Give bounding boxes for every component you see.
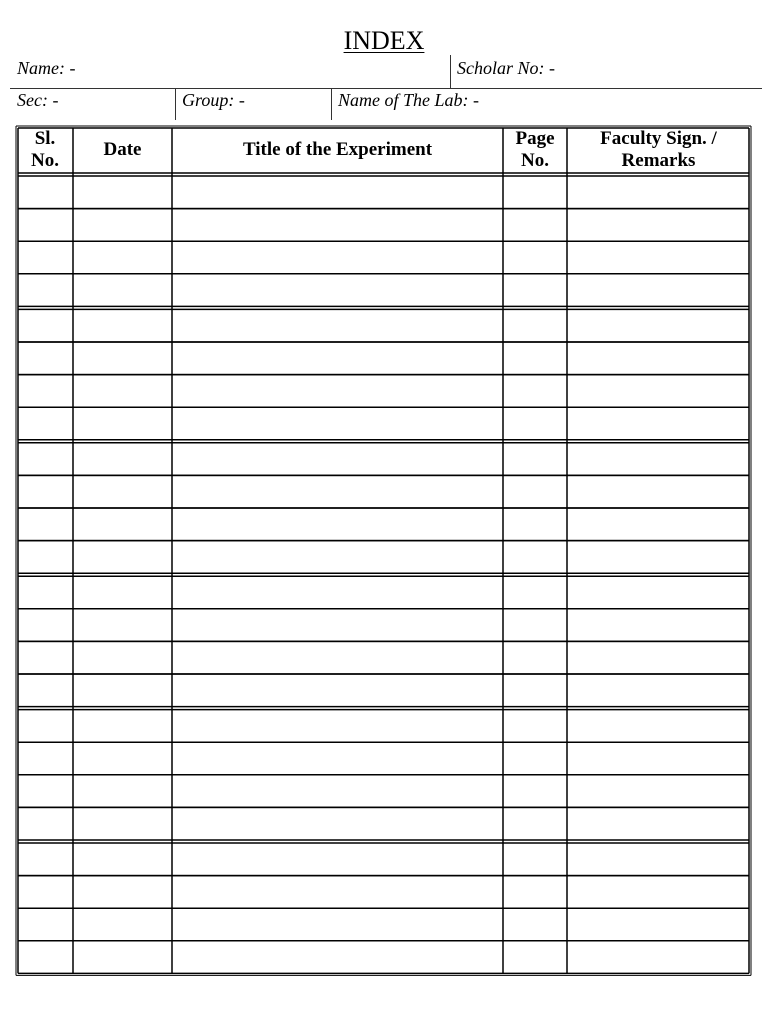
table-cell (504, 642, 566, 673)
table-cell (173, 177, 502, 208)
table-cell (173, 408, 502, 439)
table-cell (173, 444, 502, 475)
table-cell (74, 242, 171, 273)
table-cell (18, 343, 72, 374)
table-cell (74, 642, 171, 673)
table-cell (568, 942, 749, 973)
group-field: Group: - (182, 90, 245, 110)
table-cell (173, 642, 502, 673)
table-cell (74, 210, 171, 241)
sec-field: Sec: - (17, 90, 59, 110)
column-header (567, 127, 750, 173)
table-cell (74, 376, 171, 407)
table-cell (74, 844, 171, 875)
table-cell (173, 476, 502, 507)
table-cell (173, 877, 502, 908)
table-cell (18, 376, 72, 407)
table-cell (18, 942, 72, 973)
table-cell (568, 408, 749, 439)
table-cell (74, 444, 171, 475)
table-cell (568, 210, 749, 241)
column-header (73, 127, 172, 173)
lab-name-field: Name of The Lab: - (338, 90, 479, 110)
table-cell (18, 577, 72, 608)
table-cell (504, 877, 566, 908)
table-cell (568, 776, 749, 807)
table-cell (173, 509, 502, 540)
table-cell (173, 909, 502, 940)
table-cell (74, 610, 171, 641)
page-title: INDEX (343, 26, 425, 55)
table-cell (504, 776, 566, 807)
table-cell (504, 942, 566, 973)
table-cell (173, 242, 502, 273)
table-cell (74, 476, 171, 507)
table-cell (18, 509, 72, 540)
table-cell (568, 877, 749, 908)
table-cell (18, 675, 72, 706)
table-cell (173, 776, 502, 807)
table-cell (74, 808, 171, 839)
table-cell (568, 610, 749, 641)
table-cell (504, 177, 566, 208)
table-cell (504, 310, 566, 341)
table-cell (504, 275, 566, 306)
table-cell (74, 310, 171, 341)
table-cell (18, 743, 72, 774)
table-cell (504, 343, 566, 374)
table-cell (568, 743, 749, 774)
table-cell (568, 675, 749, 706)
table-cell (18, 210, 72, 241)
table-cell (568, 542, 749, 573)
table-cell (18, 542, 72, 573)
table-cell (568, 509, 749, 540)
table-cell (74, 509, 171, 540)
name-field: Name: - (17, 58, 76, 78)
table-cell (173, 675, 502, 706)
table-cell (504, 542, 566, 573)
table-cell (18, 444, 72, 475)
table-cell (18, 877, 72, 908)
table-cell (18, 844, 72, 875)
table-cell (74, 776, 171, 807)
table-cell (18, 476, 72, 507)
table-cell (74, 942, 171, 973)
table-cell (504, 577, 566, 608)
header-label: No. (521, 150, 549, 171)
table-cell (173, 610, 502, 641)
table-cell (173, 711, 502, 742)
table-cell (74, 343, 171, 374)
table-cell (74, 577, 171, 608)
table-cell (18, 909, 72, 940)
table-cell (18, 242, 72, 273)
table-cell (18, 808, 72, 839)
table-cell (504, 509, 566, 540)
table-cell (504, 711, 566, 742)
table-cell (504, 210, 566, 241)
table-cell (173, 577, 502, 608)
table-cell (504, 408, 566, 439)
table-cell (568, 444, 749, 475)
table-cell (18, 610, 72, 641)
column-header (503, 127, 567, 173)
table-cell (568, 711, 749, 742)
table-cell (173, 844, 502, 875)
table-cell (568, 343, 749, 374)
table-cell (504, 909, 566, 940)
table-cell (74, 408, 171, 439)
table-cell (568, 376, 749, 407)
table-cell (74, 877, 171, 908)
scholar-no-field: Scholar No: - (457, 58, 555, 78)
table-cell (74, 177, 171, 208)
table-cell (504, 743, 566, 774)
header-label: Title of the Experiment (242, 139, 433, 160)
table-cell (568, 275, 749, 306)
header-label: No. (31, 150, 59, 171)
table-cell (173, 275, 502, 306)
table-cell (18, 642, 72, 673)
table-cell (173, 808, 502, 839)
header-label: Date (103, 139, 142, 160)
table-cell (504, 242, 566, 273)
table-cell (504, 808, 566, 839)
table-cell (504, 844, 566, 875)
table-cell (173, 343, 502, 374)
table-cell (568, 844, 749, 875)
table-cell (18, 177, 72, 208)
table-cell (568, 476, 749, 507)
table-cell (173, 743, 502, 774)
header-label: Sl. (34, 128, 56, 149)
table-cell (568, 909, 749, 940)
table-cell (18, 408, 72, 439)
column-header (172, 127, 503, 173)
table-cell (504, 476, 566, 507)
table-cell (18, 310, 72, 341)
header-label: Faculty Sign. / (600, 128, 717, 149)
table-cell (173, 942, 502, 973)
table-cell (568, 642, 749, 673)
table-cell (568, 808, 749, 839)
column-header (17, 127, 73, 173)
table-cell (74, 743, 171, 774)
table-cell (568, 177, 749, 208)
table-cell (74, 675, 171, 706)
table-cell (173, 542, 502, 573)
table-cell (504, 444, 566, 475)
table-cell (74, 711, 171, 742)
table-cell (18, 776, 72, 807)
table-cell (74, 275, 171, 306)
table-cell (568, 310, 749, 341)
table-cell (504, 376, 566, 407)
table-cell (173, 376, 502, 407)
table-cell (568, 242, 749, 273)
table-cell (173, 310, 502, 341)
table-cell (74, 542, 171, 573)
table-cell (74, 909, 171, 940)
table-cell (504, 610, 566, 641)
table-cell (18, 711, 72, 742)
table-cell (18, 275, 72, 306)
header-label: Remarks (621, 150, 696, 171)
table-cell (504, 675, 566, 706)
table-cell (568, 577, 749, 608)
header-label: Page (515, 128, 555, 149)
table-cell (173, 210, 502, 241)
